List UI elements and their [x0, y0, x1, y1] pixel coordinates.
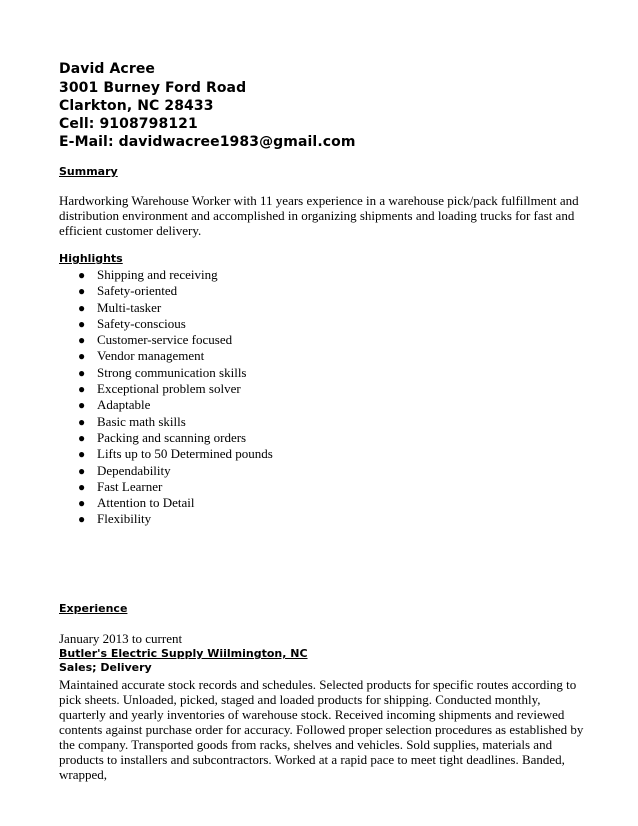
summary-heading: Summary — [59, 165, 118, 178]
highlight-item — [59, 348, 273, 364]
highlight-item — [59, 332, 273, 348]
highlight-item — [59, 316, 273, 332]
highlights-list — [59, 267, 273, 528]
bullet-icon: ● — [78, 398, 86, 413]
highlight-item — [59, 463, 273, 479]
bullet-icon: ● — [78, 300, 86, 315]
highlight-item — [59, 511, 273, 527]
highlight-text: Dependability — [97, 462, 171, 478]
bullet-icon: ● — [78, 382, 86, 397]
bullet-icon: ● — [78, 365, 86, 380]
bullet-icon: ● — [78, 447, 86, 462]
job-role: Sales; Delivery — [59, 661, 152, 674]
bullet-icon: ● — [78, 333, 86, 348]
highlight-text: Flexibility — [97, 511, 152, 527]
highlight-item — [59, 300, 273, 316]
bullet-icon: ● — [78, 463, 86, 478]
highlight-text: Safety-conscious — [97, 315, 186, 331]
highlight-text: Strong communication skills — [97, 364, 247, 380]
bullet-icon: ● — [78, 414, 86, 429]
highlight-item — [59, 283, 273, 299]
highlight-item — [59, 397, 273, 413]
highlight-text: Exceptional problem solver — [97, 381, 241, 397]
bullet-icon: ● — [78, 268, 86, 282]
bullet-icon: ● — [78, 512, 86, 527]
highlight-item — [59, 446, 273, 462]
bullet-icon: ● — [78, 316, 86, 331]
job-dates: January 2013 to current — [59, 631, 183, 646]
highlights-heading: Highlights — [59, 252, 123, 265]
experience-heading: Experience — [59, 602, 128, 615]
highlight-text: Customer-service focused — [97, 332, 233, 348]
highlight-text: Shipping and receiving — [97, 267, 218, 282]
email-address: E-Mail: davidwacree1983@gmail.com — [59, 134, 356, 150]
bullet-icon: ● — [78, 479, 86, 494]
highlight-item — [59, 267, 273, 283]
highlight-item — [59, 479, 273, 495]
highlight-text: Safety-oriented — [97, 283, 178, 299]
job-description: Maintained accurate stock records and schedules. Selected products for specific routes according to pick sheets. Unloaded, picked, staged and loaded products for shipping. Conducted monthly, quarterly and yearly inventories of warehouse stock. Received incoming shipments and reviewed contents against purchase order for accuracy. Followed proper selection procedures as established by the company. Transported goods from racks, shelves and vehicles. Sold supplies, materials and products to installers and subcontractors. Worked at a rapid pace to meet tight deadlines. Banded, wrapped, — [59, 677, 584, 782]
candidate-name: David Acree — [59, 61, 156, 77]
city-state-zip: Clarkton, NC 28433 — [59, 98, 214, 114]
highlight-text: Basic math skills — [97, 413, 186, 429]
bullet-icon: ● — [78, 496, 86, 511]
highlight-text: Lifts up to 50 Determined pounds — [97, 446, 273, 462]
summary-text: Hardworking Warehouse Worker with 11 years experience in a warehouse pick/pack fulfillment and distribution environment and accomplished in organizing shipments and loading trucks for fast and efficient customer delivery. — [59, 193, 579, 238]
highlight-text: Packing and scanning orders — [97, 429, 247, 445]
highlight-item — [59, 414, 273, 430]
job-company: Butler's Electric Supply Wiilmington, NC — [59, 647, 308, 660]
highlight-text: Attention to Detail — [97, 495, 195, 511]
bullet-icon: ● — [78, 430, 86, 445]
highlight-item — [59, 495, 273, 511]
highlight-text: Fast Learner — [97, 478, 163, 494]
street-address: 3001 Burney Ford Road — [59, 80, 247, 96]
bullet-icon: ● — [78, 284, 86, 299]
cell-phone: Cell: 9108798121 — [59, 116, 198, 132]
highlight-item — [59, 381, 273, 397]
highlight-item — [59, 430, 273, 446]
highlight-item — [59, 365, 273, 381]
highlight-text: Adaptable — [97, 397, 151, 413]
highlight-text: Vendor management — [97, 348, 205, 364]
bullet-icon: ● — [78, 349, 86, 364]
highlight-text: Multi-tasker — [97, 299, 162, 315]
